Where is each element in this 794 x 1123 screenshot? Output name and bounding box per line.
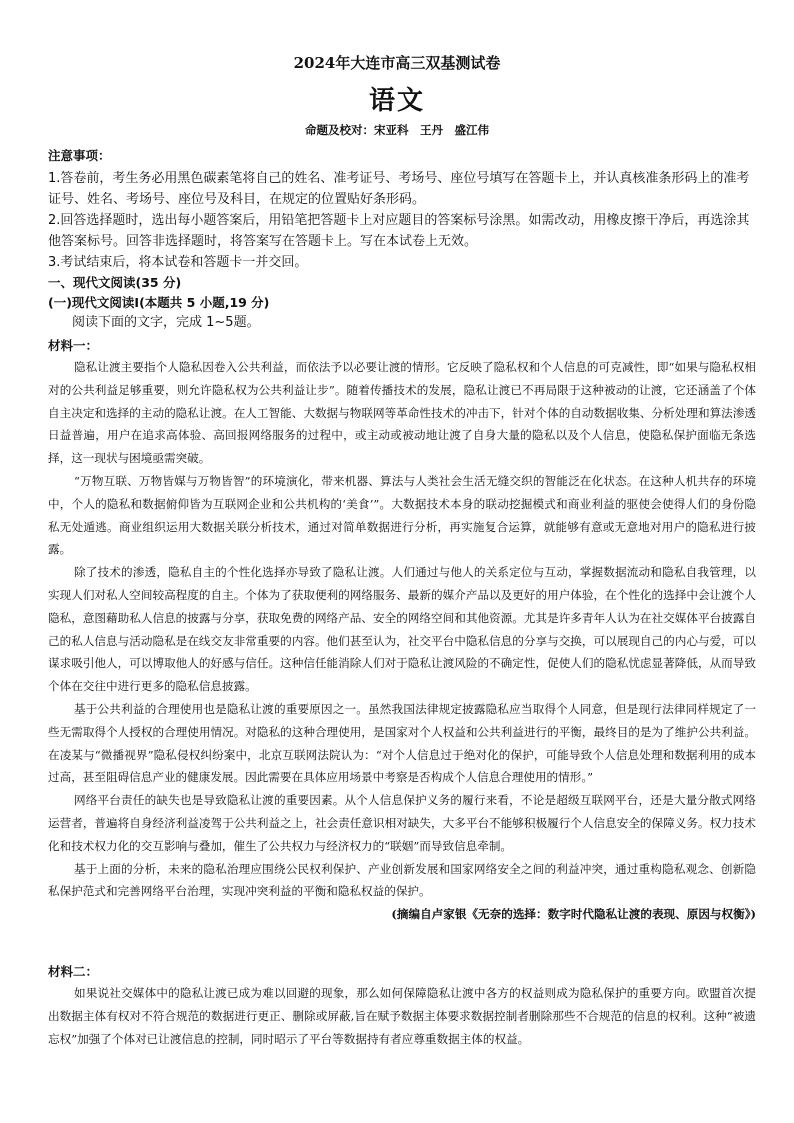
section-subtitle: (一)现代文阅读Ⅰ(本题共 5 小题,19 分) (48, 295, 270, 310)
reading-instruction: 阅读下面的文字，完成 1~5题。 (72, 315, 260, 330)
notes-heading: 注意事项： (48, 148, 111, 163)
material-1-paragraph-2: “万物互联、万物皆媒与万物皆智”的环境演化，带来机器、算法与人类社会生活无缝交织的智能泛在化状态。在这种人机共存的环境中，个人的隐私和数据俯仰皆为互联网企业和公共机构的‘美食’”。大数据技术本身的联动挖掘模式和商业利益的驱使会使得人们的身份隐私无处遁逃。商业组织运用大数据关联分析技术，通过对简单数据进行分析，再实施复合运算，就能够有意或无意地对用户的隐私进行披露。 (48, 473, 756, 557)
authors-line: 命题及校对：宋亚科 王丹 盛江伟 (305, 123, 489, 137)
material-1-source: (摘编自卢家银《无奈的选择：数字时代隐私让渡的表现、原因与权衡》) (391, 907, 756, 922)
material-1-paragraph-4: 基于公共利益的合理使用也是隐私让渡的重要原因之一。虽然我国法律规定披露隐私应当取得个人同意，但是现行法律同样规定了一些无需取得个人授权的合理使用情况。对隐私的这种合理使用，是国家对个人权益和公共利益进行的平衡，最终目的是为了维护公共利益。在凌某与“微播视界”隐私侵权纠纷案中，北京互联网法院认为：“对个人信息过于绝对化的保护，可能导致个人信息处理和数据利用的成本过高，甚至阻碍信息产业的健康发展。因此需要在具体应用场景中考察是否构成个人信息合理使用的情形。” (48, 701, 756, 785)
material-2-paragraph-1: 如果说社交媒体中的隐私让渡已成为难以回避的现象，那么如何保障隐私让渡中各方的权益则成为隐私保护的重要方向。欧盟首次提出数据主体有权对不符合规范的数据进行更正、删除或屏蔽,旨在赋予数据主体要求数据控制者删除那些不合规范的信息的权利。这种“被遗忘权”加强了个体对已让渡信息的控制，同时昭示了平台等数据持有者应尊重数据主体的权益。 (48, 986, 756, 1046)
material-2-label: 材料二： (48, 964, 99, 979)
material-1-paragraph-3: 除了技术的渗透，隐私自主的个性化选择亦导致了隐私让渡。人们通过与他人的关系定位与互动，掌握数据流动和隐私自我管理，以实现人们对私人空间较高程度的自主。个体为了获取便利的网络服务、最新的媒介产品以及更好的用户体验，在个性化的选择中会让渡个人隐私，意图藉助私人信息的披露与分享，获取免费的网络产品、安全的网络空间和其他资源。尤其是许多青年人认为在社交媒体平台披露自己的私人信息与活动隐私是在线交友非常重要的内容。他们甚至认为，社交平台中隐私信息的分享与交换，可以展现自己的内心与爱，可以谋求吸引他人，可以博取他人的好感与信任。这种信任能消除人们对于隐私让渡风险的不确定性，促使人们的隐私忧虑显著降低，从而导致个体在交往中进行更多的隐私信息披露。 (48, 565, 756, 694)
material-1 (48, 336, 756, 926)
note-item-1: 1.答卷前，考生务必用黑色碳素笔将自己的姓名、准考证号、考场号、座位号填写在答题卡上，并认真核准条形码上的准考证号、姓名、考场号、座位号及科目，在规定的位置贴好条形码。 (48, 171, 750, 207)
material-1-paragraph-6: 基于上面的分析，未来的隐私治理应围绕公民权利保护、产业创新发展和国家网络安全之间的利益冲突，通过重构隐私观念、创新隐私保护范式和完善网络平台治理，实现冲突利益的平衡和隐私权益的保护。 (48, 861, 756, 899)
material-2 (48, 962, 756, 1050)
note-item-3: 3.考试结束后，将本试卷和答题卡一并交回。 (48, 255, 308, 270)
material-1-paragraph-1: 隐私让渡主要指个人隐私因卷入公共利益，而依法予以必要让渡的情形。它反映了隐私权和个人信息的可克减性，即“如果与隐私权相对的公共利益足够重要，则允许隐私权为公共利益让步”。随着传播技术的发展，隐私让渡已不再局限于这种被动的让渡，它还涵盖了个体自主决定和选择的主动的隐私让渡。在人工智能、大数据与物联网等革命性技术的冲击下，针对个体的自动数据收集、分析处理和算法渗透日益普遍，用户在追求高体验、高回报网络服务的过程中，或主动或被动地让渡了自身大量的隐私以及个人信息，使隐私保护面临无条选择，这一现状与困境亟需突破。 (48, 360, 756, 466)
note-item-2: 2.回答选择题时，选出每小题答案后，用铅笔把答题卡上对应题目的答案标号涂黑。如需改动，用橡皮擦干净后，再选涂其他答案标号。回答非选择题时，将答案写在答题卡上。写在本试卷上无效。 (48, 213, 750, 249)
notes-section (48, 146, 756, 333)
material-1-paragraph-5: 网络平台责任的缺失也是导致隐私让渡的重要因素。从个人信息保护义务的履行来看，不论是超级互联网平台，还是大量分散式网络运营者，普遍将自身经济利益凌驾于公共利益之上，社会责任意识相对缺失，大多平台不能够积极履行个人信息安全的保障义务。权力技术化和技术权力化的交互影响与叠加，催生了公共权力与经济权力的“联姻”而导致信息牵制。 (48, 793, 756, 853)
exam-title: 2024年大连市高三双基测试卷 (293, 54, 501, 72)
section-title: 一、现代文阅读(35 分) (48, 275, 182, 290)
material-1-label: 材料一： (48, 338, 99, 353)
subject-title: 语文 (368, 86, 425, 116)
